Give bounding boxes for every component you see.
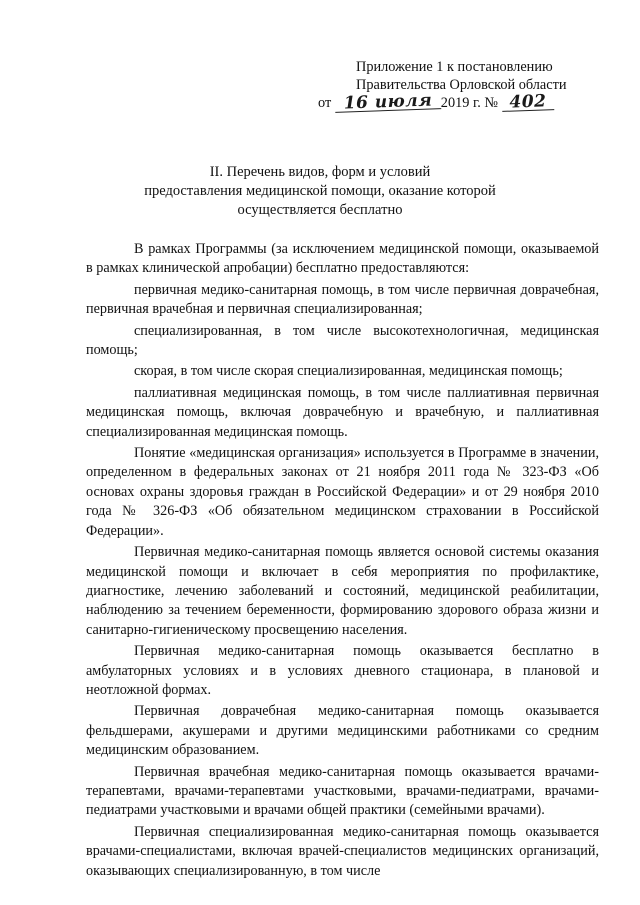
annex-line-1: Приложение 1 к постановлению: [356, 59, 553, 75]
annex-header: [318, 58, 618, 112]
handwritten-date: 16 июля: [335, 92, 442, 113]
annex-line-3: [318, 90, 618, 114]
paragraph: скорая, в том числе скорая специализированная, медицинская помощь;: [134, 363, 563, 380]
annex-year-label: 2019 г. №: [440, 95, 499, 111]
section-title-line-1: II. Перечень видов, форм и условий: [209, 164, 431, 180]
annex-line-2: Правительства Орловской области: [356, 77, 567, 93]
paragraph: первичная медико-санитарная помощь, в том числе первичная доврачебная, первичная врачебная и первичная специализированная;: [86, 281, 599, 318]
paragraph: Первичная врачебная медико-санитарная помощь оказывается врачами-терапевтами, врачами-терапевтами участковыми, врачами-педиатрами, врачами-педиатрами участковыми и врачами общей практики (семейными врачами).: [86, 763, 599, 819]
paragraph: Первичная доврачебная медико-санитарная помощь оказывается фельдшерами, акушерами и другими медицинскими работниками со средним медицинским образованием.: [86, 703, 599, 759]
annex-from-label: от: [318, 95, 332, 111]
document-body: [86, 240, 599, 883]
handwritten-number: 402: [501, 93, 554, 112]
paragraph: Первичная медико-санитарная помощь оказывается бесплатно в амбулаторных условиях и в условиях дневного стационара, в плановой и неотложной формах.: [86, 643, 599, 698]
paragraph: Первичная медико-санитарная помощь является основой системы оказания медицинской помощи и включает в себя мероприятия по профилактике, диагностике, лечению заболеваний и состояний, медицинской реабилитации, наблюдению за течением беременности, формированию здорового образа жизни и санитарно-гигиеническому просвещению населения.: [86, 544, 599, 638]
section-title-line-3: осуществляется бесплатно: [237, 202, 403, 218]
paragraph: специализированная, в том числе высокотехнологичная, медицинская помощь;: [86, 322, 599, 359]
paragraph: паллиативная медицинская помощь, в том числе паллиативная первичная медицинская помощь, включая доврачебную и врачебную, и паллиативная специализированная медицинская помощь.: [86, 384, 599, 440]
paragraph: В рамках Программы (за исключением медицинской помощи, оказываемой в рамках клинической апробации) бесплатно предоставляются:: [86, 241, 599, 277]
section-title: [40, 163, 600, 220]
section-title-line-2: предоставления медицинской помощи, оказание которой: [144, 183, 496, 199]
paragraph: Понятие «медицинская организация» используется в Программе в значении, определенном в федеральных законах от 21 ноября 2011 года № 323-ФЗ «Об основах охраны здоровья граждан в Российской Федерации» и от 29 ноября 2010 года № 326-ФЗ «Об обязательном медицинском страховании в Российской Федерации».: [86, 445, 599, 539]
paragraph: Первичная специализированная медико-санитарная помощь оказывается врачами-специалистами, включая врачей-специалистов медицинских организаций, оказывающих специализированную, в том числе: [86, 823, 599, 879]
